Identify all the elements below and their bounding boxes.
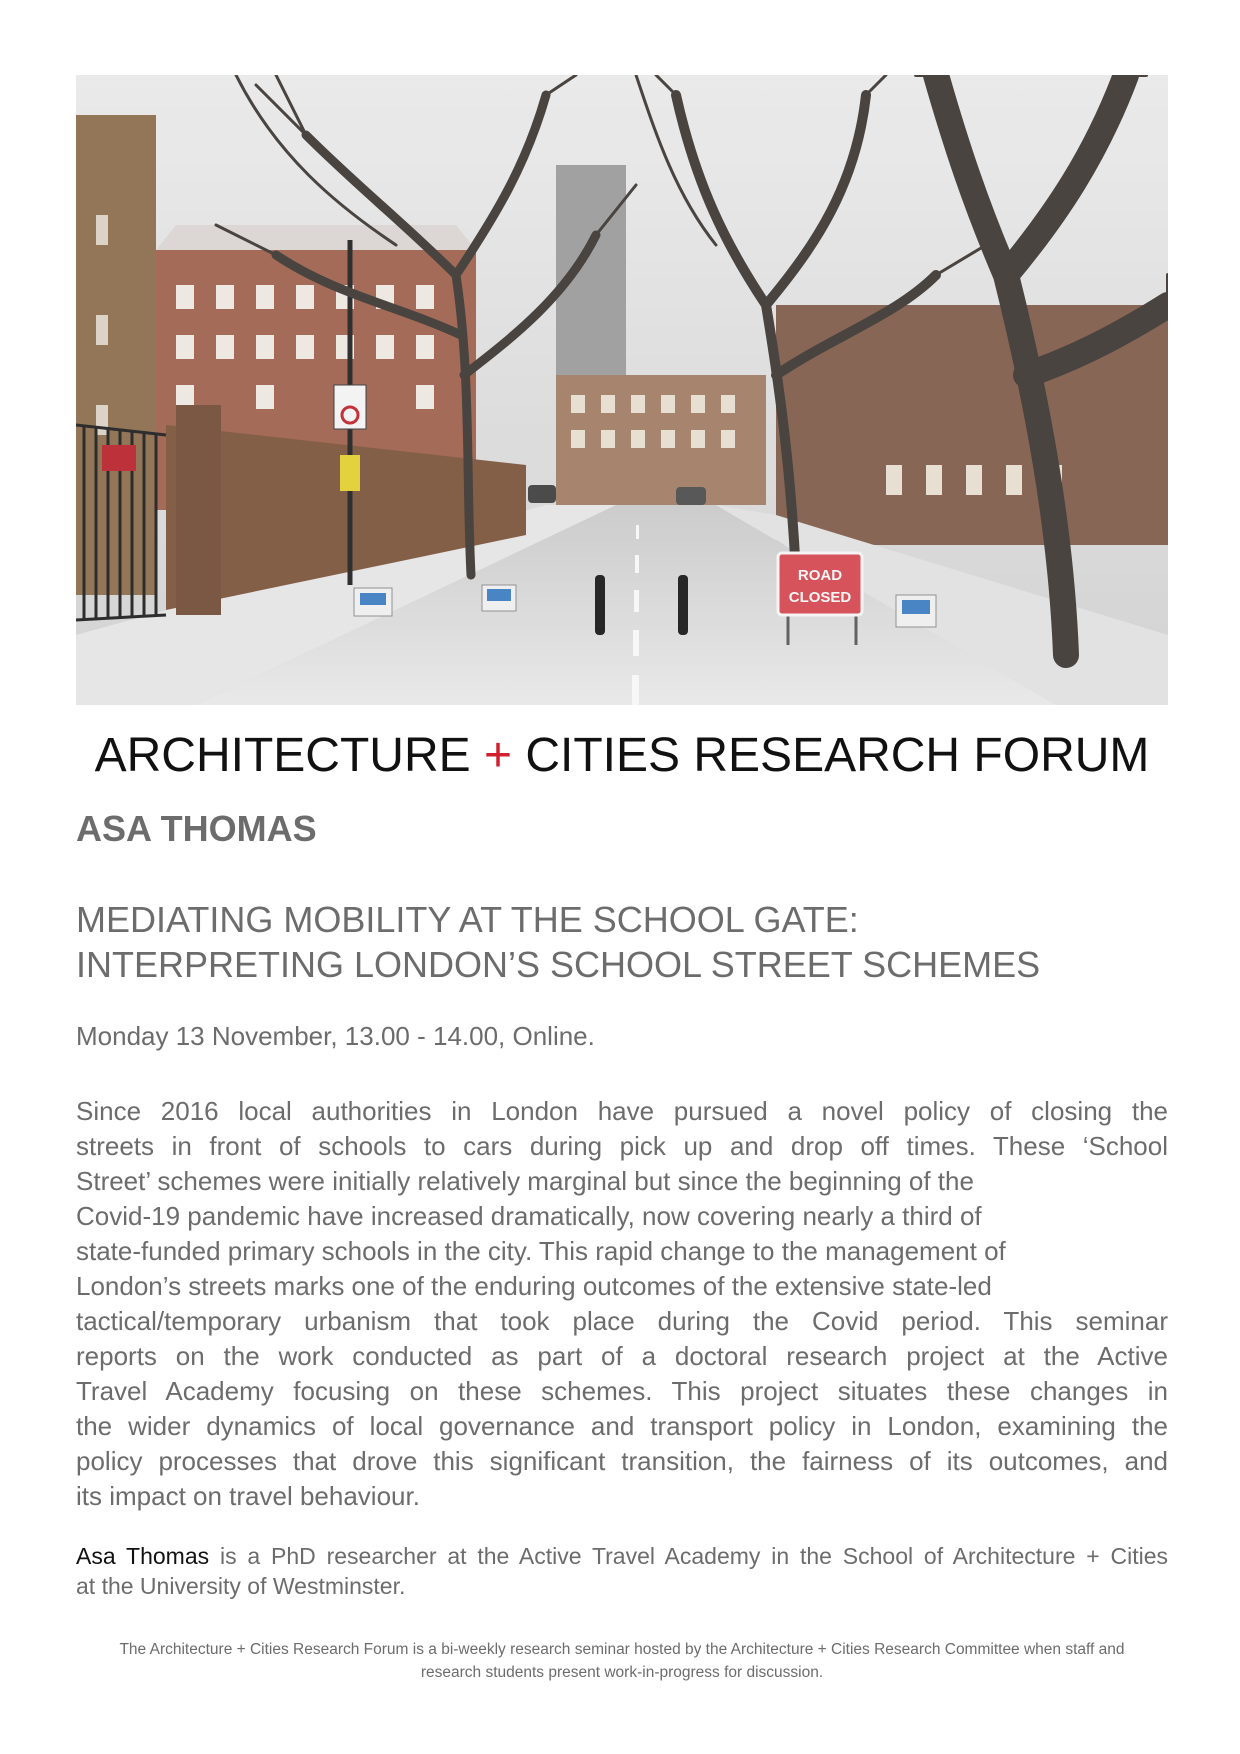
talk-title-line: INTERPRETING LONDON’S SCHOOL STREET SCHEMES	[76, 944, 1041, 985]
bio-line-1-rest: is a PhD researcher at the Active Travel Academy in the School of Architecture + Cities	[209, 1543, 1168, 1569]
talk-title-line: MEDIATING MOBILITY AT THE SCHOOL GATE:	[76, 899, 859, 940]
bio-line-2: at the University of Westminster.	[76, 1573, 406, 1599]
bio-name: Asa Thomas	[76, 1543, 210, 1569]
abstract-line: its impact on travel behaviour.	[76, 1481, 420, 1511]
abstract-line: Street’ schemes were initially relatively marginal but since the beginning of the	[76, 1166, 974, 1196]
forum-title	[76, 728, 1168, 783]
abstract-line: the wider dynamics of local governance and transport policy in London, examining the	[76, 1411, 1168, 1441]
street-photo	[76, 75, 1168, 705]
abstract-line: state-funded primary schools in the city. This rapid change to the management of	[76, 1236, 1006, 1266]
speaker-bio	[76, 1541, 1168, 1601]
abstract	[76, 1094, 1168, 1514]
footer-line: research students present work-in-progress for discussion.	[420, 1664, 824, 1681]
abstract-line: Since 2016 local authorities in London have pursued a novel policy of closing the	[76, 1096, 1168, 1126]
event-date-time: Monday 13 November, 13.00 - 14.00, Online.	[76, 1021, 595, 1051]
abstract-line: Travel Academy focusing on these schemes. This project situates these changes in	[76, 1376, 1168, 1406]
bio-line-1	[76, 1541, 1168, 1571]
talk-title	[76, 897, 1176, 987]
street-photo-illustration	[76, 75, 1168, 705]
abstract-line: tactical/temporary urbanism that took place during the Covid period. This seminar	[76, 1306, 1168, 1336]
footer-note	[76, 1638, 1168, 1684]
road-closed-line2: CLOSED	[788, 589, 852, 606]
forum-title-plus: +	[483, 729, 512, 782]
abstract-line: streets in front of schools to cars during pick up and drop off times. These ‘School	[76, 1131, 1168, 1161]
forum-title-part2: CITIES RESEARCH FORUM	[525, 729, 1150, 782]
abstract-line: Covid-19 pandemic have increased dramatically, now covering nearly a third of	[76, 1201, 982, 1231]
abstract-line: policy processes that drove this significant transition, the fairness of its outcomes, and	[76, 1446, 1168, 1476]
abstract-line: reports on the work conducted as part of a doctoral research project at the Active	[76, 1341, 1168, 1371]
speaker-name: ASA THOMAS	[76, 808, 317, 849]
forum-title-part1: ARCHITECTURE	[94, 729, 471, 782]
road-closed-line1: ROAD	[797, 567, 843, 584]
footer-line: The Architecture + Cities Research Forum is a bi-weekly research seminar hosted by the Architecture + Cities Research Committee when staff and	[119, 1641, 1125, 1658]
abstract-line: London’s streets marks one of the enduring outcomes of the extensive state-led	[76, 1271, 992, 1301]
